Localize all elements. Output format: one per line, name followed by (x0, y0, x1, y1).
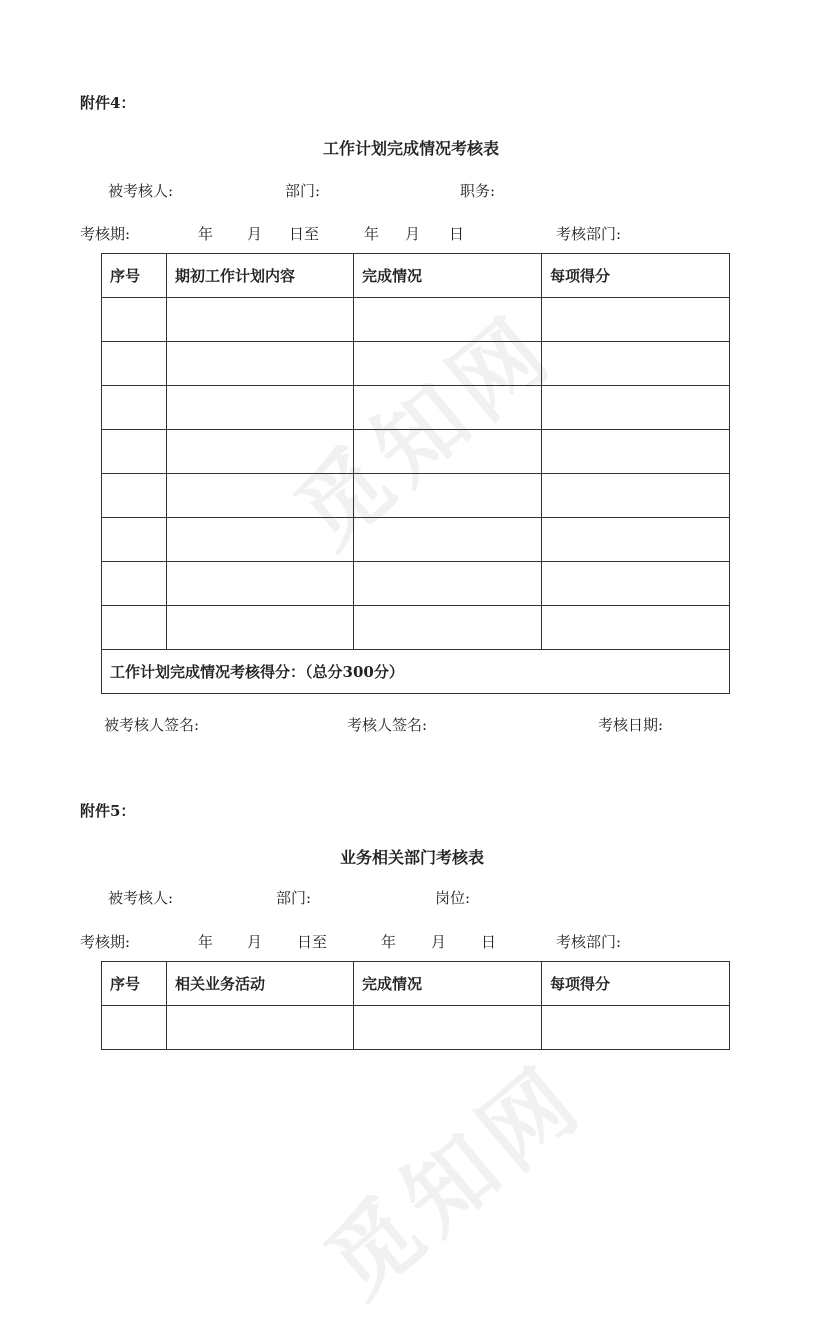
post-label-5: 岗位: (435, 889, 471, 907)
period-year-1-5: 年 (198, 933, 214, 951)
table-cell[interactable] (542, 342, 730, 386)
assessing-dept-label-5: 考核部门: (556, 933, 622, 951)
table-cell[interactable] (354, 342, 542, 386)
table-cell[interactable] (542, 562, 730, 606)
department-label-5: 部门: (276, 889, 312, 907)
header-score: 每项得分 (542, 254, 730, 298)
position-label: 职务: (460, 182, 496, 200)
header-completion: 完成情况 (354, 962, 542, 1006)
table-cell[interactable] (354, 386, 542, 430)
period-month-1: 月 (247, 225, 263, 243)
assessment-date-label: 考核日期: (598, 716, 664, 734)
table-cell[interactable] (354, 1006, 542, 1050)
table-cell[interactable] (102, 386, 167, 430)
table-row (102, 606, 730, 650)
table-cell[interactable] (354, 606, 542, 650)
watermark: 觅知网 (276, 294, 575, 569)
table-cell[interactable] (102, 474, 167, 518)
period-day-2-5: 日 (481, 933, 497, 951)
table-cell[interactable] (167, 386, 354, 430)
table-row (102, 562, 730, 606)
table-row (102, 430, 730, 474)
period-year-2: 年 (364, 225, 380, 243)
period-label-5: 考核期: (80, 933, 131, 951)
attachment-4-label: 附件4： (80, 94, 136, 112)
table-cell[interactable] (354, 562, 542, 606)
table-cell[interactable] (102, 518, 167, 562)
table-cell[interactable] (354, 474, 542, 518)
table-cell[interactable] (542, 518, 730, 562)
table-row (102, 518, 730, 562)
table-cell[interactable] (167, 606, 354, 650)
table-cell[interactable] (102, 430, 167, 474)
header-business-activity: 相关业务活动 (167, 962, 354, 1006)
period-year-1: 年 (198, 225, 214, 243)
total-score-label[interactable]: 工作计划完成情况考核得分：（总分300分） (102, 650, 730, 694)
examiner-signature-label: 考核人签名: (347, 716, 428, 734)
attachment-5-label: 附件5： (80, 802, 136, 820)
attachment-5-title: 业务相关部门考核表 (340, 848, 485, 867)
period-day-to-5: 日至 (297, 933, 328, 951)
table-cell[interactable] (102, 342, 167, 386)
period-month-2: 月 (405, 225, 421, 243)
department-label: 部门: (285, 182, 321, 200)
period-day-2: 日 (449, 225, 465, 243)
table-cell[interactable] (167, 430, 354, 474)
header-plan-content: 期初工作计划内容 (167, 254, 354, 298)
table-cell[interactable] (167, 342, 354, 386)
table-row (102, 1006, 730, 1050)
table-header-row (102, 254, 730, 298)
table-cell[interactable] (354, 430, 542, 474)
period-month-2-5: 月 (431, 933, 447, 951)
assessing-dept-label: 考核部门: (556, 225, 622, 243)
header-seq: 序号 (102, 962, 167, 1006)
table-cell[interactable] (542, 430, 730, 474)
table-cell[interactable] (542, 474, 730, 518)
work-plan-table (101, 253, 730, 694)
table-cell[interactable] (354, 518, 542, 562)
examinee-label: 被考核人: (108, 182, 174, 200)
header-completion: 完成情况 (354, 254, 542, 298)
watermark-bottom: 觅知网 (306, 1044, 605, 1319)
period-label: 考核期: (80, 225, 131, 243)
period-day-to: 日至 (289, 225, 320, 243)
table-cell[interactable] (102, 1006, 167, 1050)
table-cell[interactable] (167, 474, 354, 518)
business-dept-table (101, 961, 730, 1050)
table-cell[interactable] (354, 298, 542, 342)
examinee-signature-label: 被考核人签名: (104, 716, 200, 734)
total-score-row (102, 650, 730, 694)
table-row (102, 386, 730, 430)
table-cell[interactable] (167, 1006, 354, 1050)
table-cell[interactable] (102, 562, 167, 606)
table-cell[interactable] (542, 298, 730, 342)
table-cell[interactable] (542, 606, 730, 650)
table-cell[interactable] (102, 606, 167, 650)
table-cell[interactable] (167, 518, 354, 562)
table-cell[interactable] (102, 298, 167, 342)
table-row (102, 474, 730, 518)
table-cell[interactable] (167, 562, 354, 606)
attachment-4-title: 工作计划完成情况考核表 (323, 139, 500, 158)
table-row (102, 298, 730, 342)
header-score: 每项得分 (542, 962, 730, 1006)
table-cell[interactable] (542, 1006, 730, 1050)
period-month-1-5: 月 (247, 933, 263, 951)
header-seq: 序号 (102, 254, 167, 298)
table-header-row (102, 962, 730, 1006)
period-year-2-5: 年 (381, 933, 397, 951)
table-row (102, 342, 730, 386)
table-cell[interactable] (542, 386, 730, 430)
examinee-label-5: 被考核人: (108, 889, 174, 907)
table-cell[interactable] (167, 298, 354, 342)
